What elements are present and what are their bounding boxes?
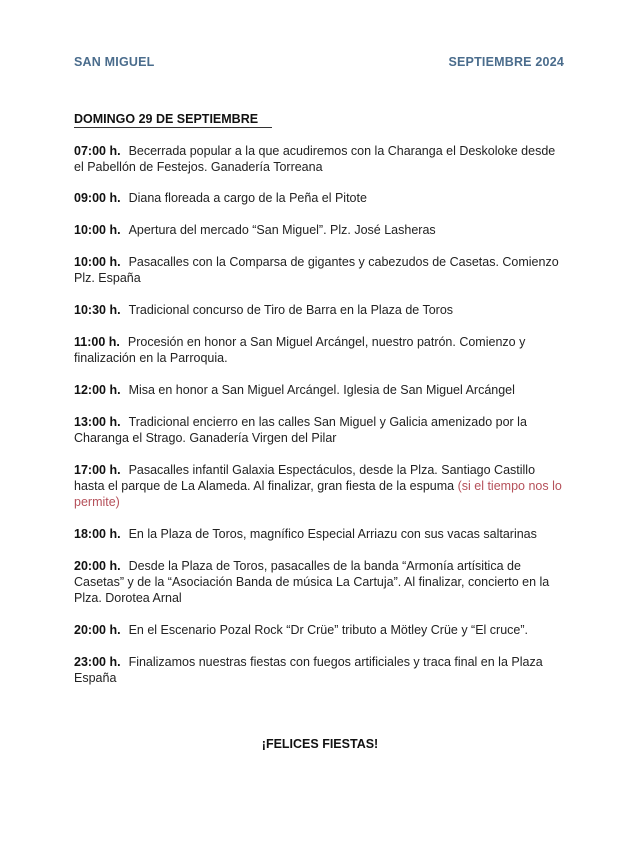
event-item — [74, 334, 564, 366]
event-text: Desde la Plaza de Toros, pasacalles de la banda “Armonía artísitica de Casetas” y de la “Asociación Banda de música La Cartuja”. Al finalizar, concierto en la Plza. Dorotea Arnal — [74, 559, 550, 605]
event-time: 10:30 h. — [74, 303, 121, 317]
event-text: Tradicional encierro en las calles San Miguel y Galicia amenizado por la Charanga el Strago. Ganadería Virgen del Pilar — [74, 415, 527, 445]
event-text: Becerrada popular a la que acudiremos con la Charanga el Deskoloke desde el Pabellón de Festejos. Ganadería Torreana — [74, 144, 556, 174]
event-text: Procesión en honor a San Miguel Arcángel, nuestro patrón. Comienzo y finalización en la Parroquia. — [74, 335, 526, 365]
event-text: Tradicional concurso de Tiro de Barra en la Plaza de Toros — [128, 303, 454, 317]
event-text: En la Plaza de Toros, magnífico Especial Arriazu con sus vacas saltarinas — [128, 527, 537, 541]
header-town: SAN MIGUEL — [74, 55, 155, 69]
event-time: 10:00 h. — [74, 255, 121, 269]
weather-note: (si el tiempo nos lo permite) — [74, 479, 562, 509]
event-text: Pasacalles con la Comparsa de gigantes y cabezudos de Casetas. Comienzo Plz. España — [74, 255, 559, 285]
event-item — [74, 526, 564, 542]
event-item — [74, 302, 564, 318]
event-time: 20:00 h. — [74, 559, 121, 573]
event-text: Finalizamos nuestras fiestas con fuegos artificiales y traca final en la Plaza España — [74, 655, 543, 685]
event-time: 17:00 h. — [74, 463, 121, 477]
event-time: 13:00 h. — [74, 415, 121, 429]
event-item — [74, 222, 564, 238]
event-text: Diana floreada a cargo de la Peña el Pitote — [128, 191, 367, 205]
event-text: Apertura del mercado “San Miguel”. Plz. José Lasheras — [128, 223, 436, 237]
event-text: En el Escenario Pozal Rock “Dr Crüe” tributo a Mötley Crüe y “El cruce”. — [128, 623, 529, 637]
header-date: SEPTIEMBRE 2024 — [448, 55, 564, 69]
event-text: Misa en honor a San Miguel Arcángel. Iglesia de San Miguel Arcángel — [128, 383, 515, 397]
event-text: Pasacalles infantil Galaxia Espectáculos, desde la Plza. Santiago Castillo hasta el parque de La Alameda. Al finalizar, gran fiesta de la espuma — [74, 463, 536, 493]
event-item — [74, 558, 564, 606]
event-time: 11:00 h. — [74, 335, 120, 349]
event-item — [74, 254, 564, 286]
event-time: 12:00 h. — [74, 383, 121, 397]
day-heading: DOMINGO 29 DE SEPTIEMBRE — [74, 112, 272, 128]
event-time: 09:00 h. — [74, 191, 121, 205]
event-time: 10:00 h. — [74, 223, 121, 237]
event-item — [74, 382, 564, 398]
event-item — [74, 622, 564, 638]
event-time: 20:00 h. — [74, 623, 121, 637]
event-list — [74, 143, 564, 686]
event-item — [74, 462, 564, 510]
event-time: 18:00 h. — [74, 527, 121, 541]
event-time: 07:00 h. — [74, 144, 121, 158]
event-item — [74, 190, 564, 206]
closing-greeting: ¡FELICES FIESTAS! — [261, 737, 379, 751]
event-item — [74, 414, 564, 446]
event-item — [74, 654, 564, 686]
event-time: 23:00 h. — [74, 655, 121, 669]
event-item — [74, 143, 564, 175]
